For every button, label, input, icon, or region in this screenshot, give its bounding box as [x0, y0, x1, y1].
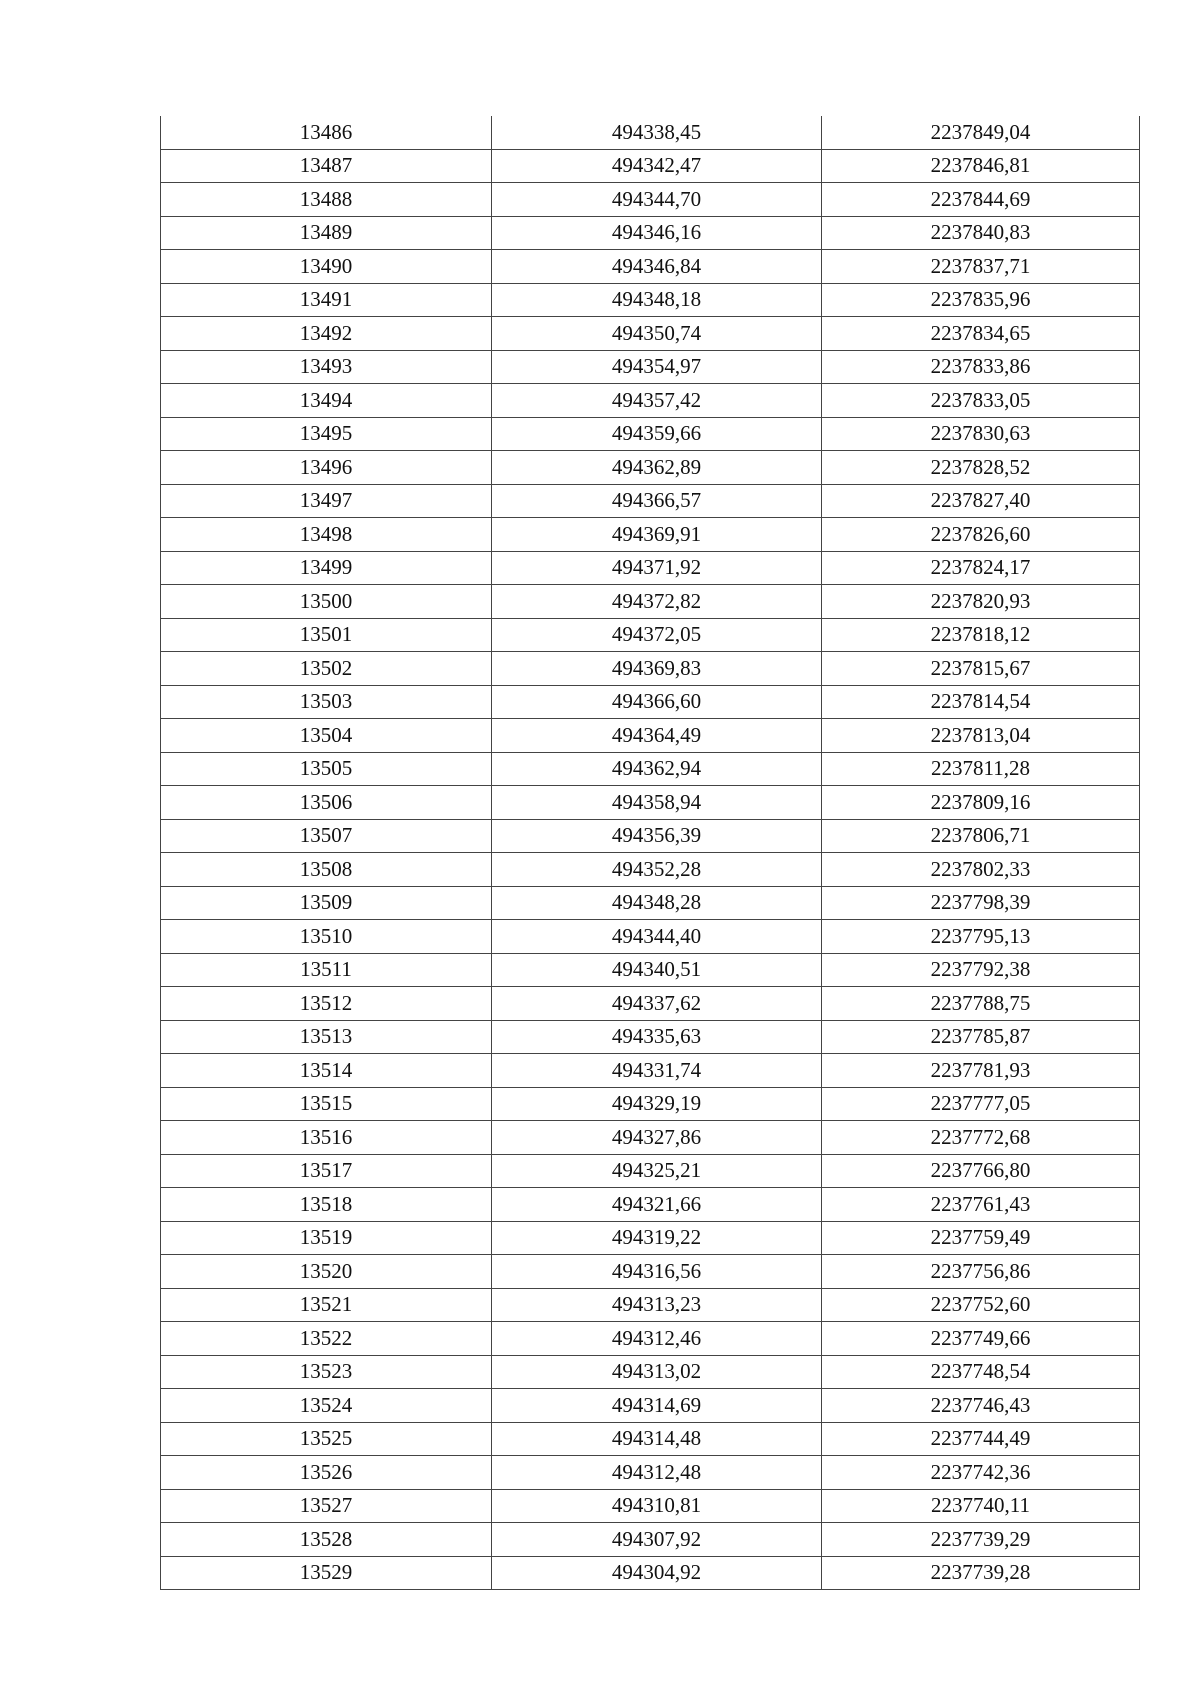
x-coordinate-cell: 494372,82 [492, 585, 822, 619]
table-row [161, 417, 1140, 451]
point-number-cell: 13496 [161, 451, 492, 485]
y-coordinate-cell: 2237740,11 [822, 1489, 1140, 1523]
point-number-cell: 13487 [161, 149, 492, 183]
y-coordinate-cell: 2237835,96 [822, 283, 1140, 317]
x-coordinate-cell: 494319,22 [492, 1221, 822, 1255]
point-number-cell: 13516 [161, 1121, 492, 1155]
point-number-cell: 13499 [161, 551, 492, 585]
point-number-cell: 13515 [161, 1087, 492, 1121]
table-row [161, 685, 1140, 719]
y-coordinate-cell: 2237826,60 [822, 518, 1140, 552]
x-coordinate-cell: 494357,42 [492, 384, 822, 418]
x-coordinate-cell: 494350,74 [492, 317, 822, 351]
y-coordinate-cell: 2237756,86 [822, 1255, 1140, 1289]
x-coordinate-cell: 494352,28 [492, 853, 822, 887]
y-coordinate-cell: 2237846,81 [822, 149, 1140, 183]
y-coordinate-cell: 2237809,16 [822, 786, 1140, 820]
point-number-cell: 13492 [161, 317, 492, 351]
point-number-cell: 13524 [161, 1389, 492, 1423]
table-row [161, 1121, 1140, 1155]
point-number-cell: 13511 [161, 953, 492, 987]
y-coordinate-cell: 2237828,52 [822, 451, 1140, 485]
x-coordinate-cell: 494359,66 [492, 417, 822, 451]
x-coordinate-cell: 494344,40 [492, 920, 822, 954]
x-coordinate-cell: 494364,49 [492, 719, 822, 753]
point-number-cell: 13494 [161, 384, 492, 418]
y-coordinate-cell: 2237814,54 [822, 685, 1140, 719]
x-coordinate-cell: 494346,84 [492, 250, 822, 284]
y-coordinate-cell: 2237752,60 [822, 1288, 1140, 1322]
y-coordinate-cell: 2237813,04 [822, 719, 1140, 753]
table-row [161, 920, 1140, 954]
y-coordinate-cell: 2237781,93 [822, 1054, 1140, 1088]
table-row [161, 1020, 1140, 1054]
y-coordinate-cell: 2237742,36 [822, 1456, 1140, 1490]
point-number-cell: 13505 [161, 752, 492, 786]
x-coordinate-cell: 494348,28 [492, 886, 822, 920]
y-coordinate-cell: 2237834,65 [822, 317, 1140, 351]
y-coordinate-cell: 2237748,54 [822, 1355, 1140, 1389]
x-coordinate-cell: 494354,97 [492, 350, 822, 384]
y-coordinate-cell: 2237739,28 [822, 1556, 1140, 1590]
y-coordinate-cell: 2237844,69 [822, 183, 1140, 217]
table-row [161, 786, 1140, 820]
x-coordinate-cell: 494310,81 [492, 1489, 822, 1523]
x-coordinate-cell: 494358,94 [492, 786, 822, 820]
y-coordinate-cell: 2237815,67 [822, 652, 1140, 686]
x-coordinate-cell: 494369,83 [492, 652, 822, 686]
x-coordinate-cell: 494335,63 [492, 1020, 822, 1054]
table-row [161, 1288, 1140, 1322]
point-number-cell: 13497 [161, 484, 492, 518]
x-coordinate-cell: 494348,18 [492, 283, 822, 317]
x-coordinate-cell: 494316,56 [492, 1255, 822, 1289]
point-number-cell: 13504 [161, 719, 492, 753]
x-coordinate-cell: 494304,92 [492, 1556, 822, 1590]
point-number-cell: 13512 [161, 987, 492, 1021]
table-row [161, 149, 1140, 183]
y-coordinate-cell: 2237802,33 [822, 853, 1140, 887]
coordinates-table [160, 116, 1140, 1590]
table-row [161, 618, 1140, 652]
y-coordinate-cell: 2237811,28 [822, 752, 1140, 786]
point-number-cell: 13520 [161, 1255, 492, 1289]
x-coordinate-cell: 494307,92 [492, 1523, 822, 1557]
y-coordinate-cell: 2237820,93 [822, 585, 1140, 619]
point-number-cell: 13503 [161, 685, 492, 719]
y-coordinate-cell: 2237830,63 [822, 417, 1140, 451]
y-coordinate-cell: 2237749,66 [822, 1322, 1140, 1356]
x-coordinate-cell: 494314,48 [492, 1422, 822, 1456]
x-coordinate-cell: 494356,39 [492, 819, 822, 853]
point-number-cell: 13510 [161, 920, 492, 954]
table-row [161, 752, 1140, 786]
table-row [161, 1188, 1140, 1222]
table-row [161, 484, 1140, 518]
table-row [161, 853, 1140, 887]
y-coordinate-cell: 2237788,75 [822, 987, 1140, 1021]
point-number-cell: 13506 [161, 786, 492, 820]
table-row [161, 1054, 1140, 1088]
x-coordinate-cell: 494314,69 [492, 1389, 822, 1423]
y-coordinate-cell: 2237772,68 [822, 1121, 1140, 1155]
x-coordinate-cell: 494327,86 [492, 1121, 822, 1155]
table-row [161, 1087, 1140, 1121]
table-row [161, 216, 1140, 250]
y-coordinate-cell: 2237833,05 [822, 384, 1140, 418]
y-coordinate-cell: 2237827,40 [822, 484, 1140, 518]
point-number-cell: 13507 [161, 819, 492, 853]
x-coordinate-cell: 494337,62 [492, 987, 822, 1021]
y-coordinate-cell: 2237761,43 [822, 1188, 1140, 1222]
y-coordinate-cell: 2237833,86 [822, 350, 1140, 384]
table-row [161, 1523, 1140, 1557]
x-coordinate-cell: 494346,16 [492, 216, 822, 250]
table-row [161, 1255, 1140, 1289]
x-coordinate-cell: 494312,46 [492, 1322, 822, 1356]
y-coordinate-cell: 2237739,29 [822, 1523, 1140, 1557]
point-number-cell: 13498 [161, 518, 492, 552]
x-coordinate-cell: 494362,89 [492, 451, 822, 485]
point-number-cell: 13528 [161, 1523, 492, 1557]
point-number-cell: 13529 [161, 1556, 492, 1590]
y-coordinate-cell: 2237837,71 [822, 250, 1140, 284]
x-coordinate-cell: 494362,94 [492, 752, 822, 786]
x-coordinate-cell: 494329,19 [492, 1087, 822, 1121]
table-row [161, 250, 1140, 284]
y-coordinate-cell: 2237798,39 [822, 886, 1140, 920]
y-coordinate-cell: 2237744,49 [822, 1422, 1140, 1456]
x-coordinate-cell: 494325,21 [492, 1154, 822, 1188]
y-coordinate-cell: 2237806,71 [822, 819, 1140, 853]
point-number-cell: 13509 [161, 886, 492, 920]
table-row [161, 585, 1140, 619]
x-coordinate-cell: 494321,66 [492, 1188, 822, 1222]
table-row [161, 518, 1140, 552]
point-number-cell: 13495 [161, 417, 492, 451]
y-coordinate-cell: 2237785,87 [822, 1020, 1140, 1054]
point-number-cell: 13490 [161, 250, 492, 284]
point-number-cell: 13489 [161, 216, 492, 250]
point-number-cell: 13519 [161, 1221, 492, 1255]
table-row [161, 1389, 1140, 1423]
y-coordinate-cell: 2237840,83 [822, 216, 1140, 250]
point-number-cell: 13522 [161, 1322, 492, 1356]
x-coordinate-cell: 494366,57 [492, 484, 822, 518]
x-coordinate-cell: 494340,51 [492, 953, 822, 987]
point-number-cell: 13527 [161, 1489, 492, 1523]
table-row [161, 183, 1140, 217]
table-row [161, 317, 1140, 351]
y-coordinate-cell: 2237849,04 [822, 116, 1140, 149]
x-coordinate-cell: 494344,70 [492, 183, 822, 217]
y-coordinate-cell: 2237759,49 [822, 1221, 1140, 1255]
point-number-cell: 13493 [161, 350, 492, 384]
table-row [161, 116, 1140, 149]
coordinates-table-body [161, 116, 1140, 1590]
point-number-cell: 13500 [161, 585, 492, 619]
table-row [161, 350, 1140, 384]
table-row [161, 886, 1140, 920]
point-number-cell: 13508 [161, 853, 492, 887]
x-coordinate-cell: 494372,05 [492, 618, 822, 652]
x-coordinate-cell: 494313,02 [492, 1355, 822, 1389]
point-number-cell: 13486 [161, 116, 492, 149]
table-row [161, 1154, 1140, 1188]
point-number-cell: 13514 [161, 1054, 492, 1088]
point-number-cell: 13488 [161, 183, 492, 217]
point-number-cell: 13491 [161, 283, 492, 317]
table-row [161, 1221, 1140, 1255]
x-coordinate-cell: 494331,74 [492, 1054, 822, 1088]
table-row [161, 1489, 1140, 1523]
y-coordinate-cell: 2237746,43 [822, 1389, 1140, 1423]
point-number-cell: 13526 [161, 1456, 492, 1490]
table-row [161, 987, 1140, 1021]
x-coordinate-cell: 494342,47 [492, 149, 822, 183]
point-number-cell: 13518 [161, 1188, 492, 1222]
table-row [161, 819, 1140, 853]
point-number-cell: 13525 [161, 1422, 492, 1456]
table-row [161, 719, 1140, 753]
x-coordinate-cell: 494312,48 [492, 1456, 822, 1490]
point-number-cell: 13501 [161, 618, 492, 652]
point-number-cell: 13523 [161, 1355, 492, 1389]
point-number-cell: 13517 [161, 1154, 492, 1188]
x-coordinate-cell: 494366,60 [492, 685, 822, 719]
point-number-cell: 13521 [161, 1288, 492, 1322]
x-coordinate-cell: 494313,23 [492, 1288, 822, 1322]
x-coordinate-cell: 494369,91 [492, 518, 822, 552]
table-row [161, 1355, 1140, 1389]
table-row [161, 953, 1140, 987]
point-number-cell: 13513 [161, 1020, 492, 1054]
table-row [161, 1322, 1140, 1356]
x-coordinate-cell: 494371,92 [492, 551, 822, 585]
table-row [161, 384, 1140, 418]
y-coordinate-cell: 2237795,13 [822, 920, 1140, 954]
table-row [161, 283, 1140, 317]
y-coordinate-cell: 2237824,17 [822, 551, 1140, 585]
point-number-cell: 13502 [161, 652, 492, 686]
table-row [161, 1556, 1140, 1590]
x-coordinate-cell: 494338,45 [492, 116, 822, 149]
table-row [161, 652, 1140, 686]
table-row [161, 1422, 1140, 1456]
table-row [161, 451, 1140, 485]
y-coordinate-cell: 2237766,80 [822, 1154, 1140, 1188]
y-coordinate-cell: 2237818,12 [822, 618, 1140, 652]
y-coordinate-cell: 2237792,38 [822, 953, 1140, 987]
table-row [161, 551, 1140, 585]
table-row [161, 1456, 1140, 1490]
y-coordinate-cell: 2237777,05 [822, 1087, 1140, 1121]
